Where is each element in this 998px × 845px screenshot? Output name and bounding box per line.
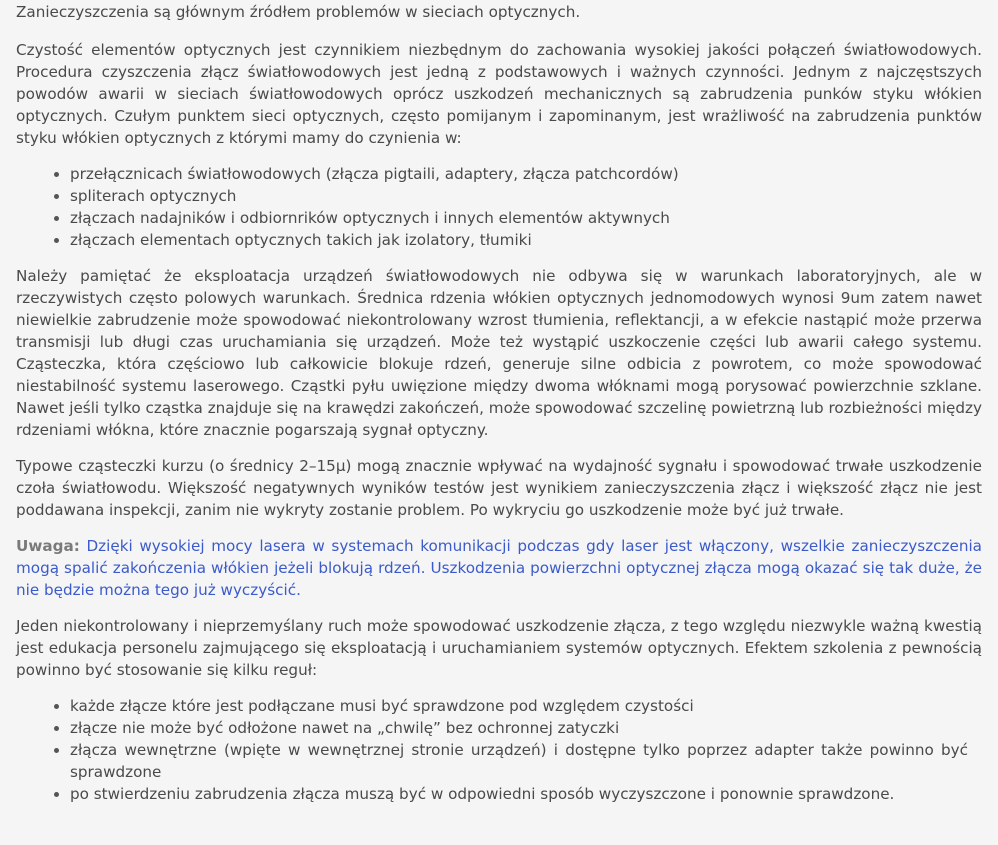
- training-paragraph: Jeden niekontrolowany i nieprzemyślany ruch może spowodować uszkodzenie złącza, z tego względu niezwykle ważną kwestią jest edukacja personelu zajmującego się eksploatacją i uruchamianiem systemów optycznych. Efektem szkolenia z pewnością powinno być stosowanie się kilku reguł:: [16, 617, 982, 679]
- dust-particles-paragraph: Typowe cząsteczki kurzu (o średnicy 2–15µ) mogą znacznie wpływać na wydajność sygnału i spowodować trwałe uszkodzenie czoła światłowodu. Większość negatywnych wyników testów jest wynikiem zanieczyszczenia złącz i większość złącz nie jest poddawana inspekcji, zanim nie wykryty zostanie problem. Po wykryciu go uszkodzenie może być już trwałe.: [16, 457, 982, 519]
- cleanliness-paragraph: Czystość elementów optycznych jest czynnikiem niezbędnym do zachowania wysokiej jakości połączeń światłowodowych. Procedura czyszczenia złącz światłowodowych jest jedną z podstawowych i ważnych czynności. Jednym z najczęstszych powodów awarii w sieciach światłowodowych oprócz uszkodzeń mechanicznych są zabrudzenia punków styku włókien optycznych. Czułym punktem sieci optycznych, często pomijanym i zapominanym, jest wrażliwość na zabrudzenia punktów styku włókien optycznych z którymi mamy do czynienia w:: [16, 41, 982, 147]
- list-item: • złącza wewnętrzne (wpięte w wewnętrznej stronie urządzeń) i dostępne tylko poprzez adapter także powinno być sprawdzone: [70, 739, 968, 783]
- rules-list: [16, 695, 982, 805]
- list-item: • przełącznicach światłowodowych (złącza pigtaili, adaptery, złącza patchcordów): [70, 163, 982, 185]
- contamination-locations-list: [16, 163, 982, 251]
- note-label: Uwaga:: [16, 537, 80, 555]
- list-item: • złącze nie może być odłożone nawet na „chwilę” bez ochronnej zatyczki: [70, 717, 968, 739]
- field-conditions-paragraph: Należy pamiętać że eksploatacja urządzeń światłowodowych nie odbywa się w warunkach laboratoryjnych, ale w rzeczywistych często polowych warunkach. Średnica rdzenia włókien optycznych jednomodowych wynosi 9um zatem nawet niewielkie zabrudzenie może spowodować niekontrolowany wzrost tłumienia, reflektancji, a w efekcie nastąpić może przerwa transmisji lub długi czas uruchamiania się urządzeń. Może też wystąpić uszkoczenie części lub awarii całego systemu. Cząsteczka, która częściowo lub całkowicie blokuje rdzeń, generuje silne odbicia z powrotem, co może spowodować niestabilność systemu laserowego. Cząstki pyłu uwięzione między dwoma włóknami mogą porysować powierzchnie szklane. Nawet jeśli tylko cząstka znajduje się na krawędzi zakończeń, może spowodować szczelinę powietrzną lub rozbieżności między rdzeniami włókna, które znacznie pogarszają sygnał optyczny.: [16, 267, 982, 439]
- intro-paragraph: Zanieczyszczenia są głównym źródłem problemów w sieciach optycznych.: [16, 3, 581, 21]
- list-item: • złączach elementach optycznych takich jak izolatory, tłumiki: [70, 229, 982, 251]
- note-text: Dzięki wysokiej mocy lasera w systemach komunikacji podczas gdy laser jest włączony, wszelkie zanieczyszczenia mogą spalić zakończenia włókien jeżeli blokują rdzeń. Uszkodzenia powierzchni optycznej złącza mogą okazać się tak duże, że nie będzie można tego już wyczyścić.: [16, 537, 982, 599]
- list-item: • każde złącze które jest podłączane musi być sprawdzone pod względem czystości: [70, 695, 968, 717]
- list-item: • po stwierdzeniu zabrudzenia złącza muszą być w odpowiedni sposób wyczyszczone i ponownie sprawdzone.: [70, 783, 968, 805]
- list-item: • spliterach optycznych: [70, 185, 982, 207]
- warning-note: [16, 535, 982, 601]
- list-item: • złączach nadajników i odbiornrików optycznych i innych elementów aktywnych: [70, 207, 982, 229]
